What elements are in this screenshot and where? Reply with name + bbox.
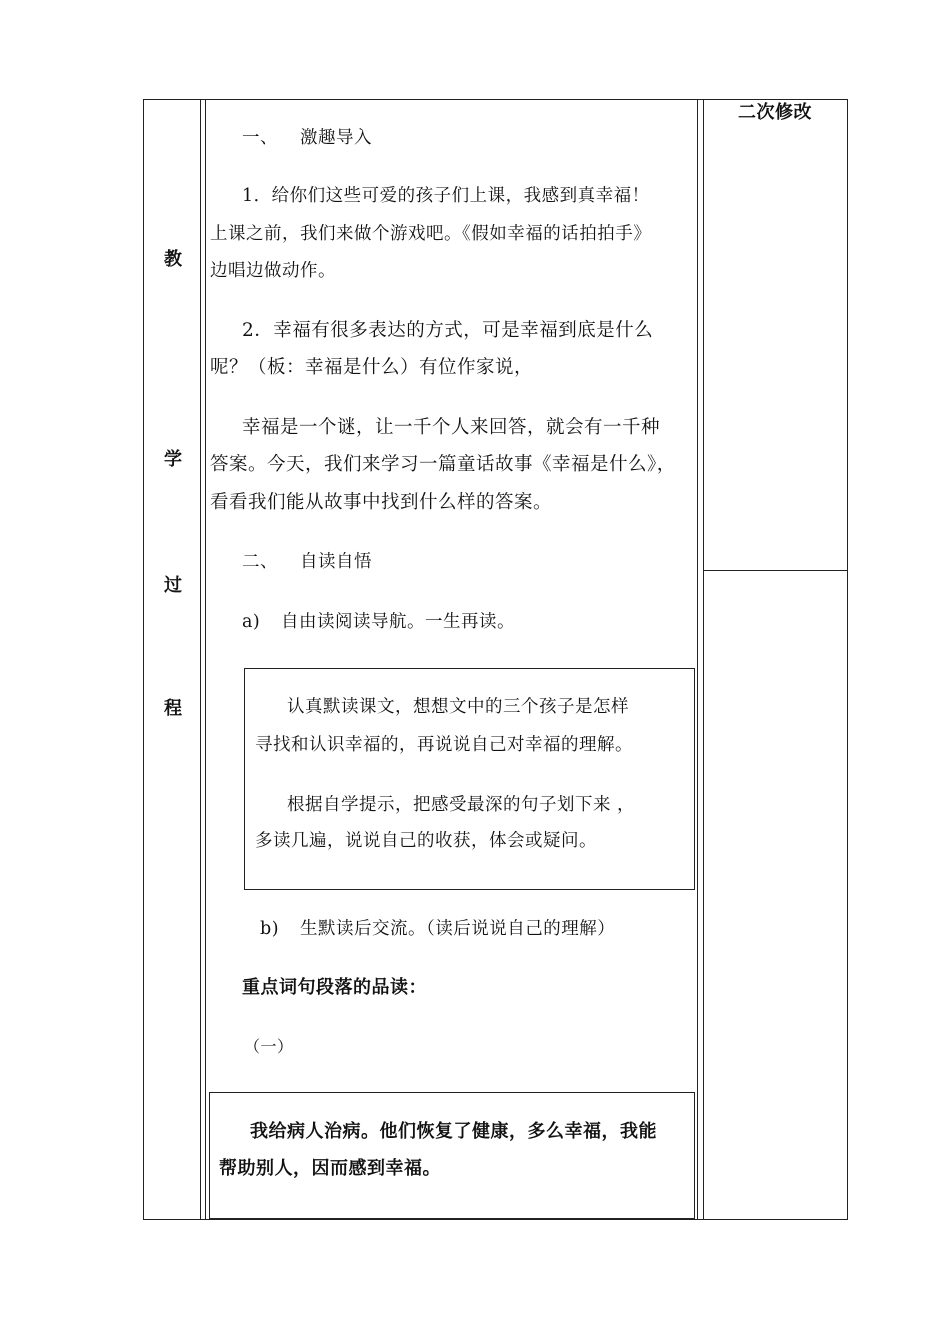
side-label-char: 程 xyxy=(164,698,182,719)
side-label-char: 教 xyxy=(164,249,182,270)
table-left-border xyxy=(143,99,144,1220)
side-label-char: 学 xyxy=(164,449,182,470)
paragraph-line: 边唱边做动作。 xyxy=(210,261,336,281)
quote-box xyxy=(209,1092,695,1219)
section-two-title: 自读自悟 xyxy=(300,552,372,572)
list-item-text: 生默读后交流。（读后说说自己的理解） xyxy=(300,919,616,939)
table-bottom-border xyxy=(143,1219,848,1220)
box-line: 根据自学提示，把感受最深的句子划下来 ， xyxy=(287,795,636,815)
section-one-title: 激趣导入 xyxy=(300,128,372,148)
revision-column-left-border xyxy=(703,99,704,1220)
label-column-divider xyxy=(200,99,201,1220)
box-line: 寻找和认识幸福的，再说说自己对幸福的理解。 xyxy=(255,735,633,755)
box-line: 多读几遍，说说自己的收获，体会或疑问。 xyxy=(255,831,597,851)
paragraph-line: 看看我们能从故事中找到什么样的答案。 xyxy=(210,492,553,513)
paragraph-line: 呢？（板：幸福是什么）有位作家说， xyxy=(210,357,534,378)
key-sentences-heading: 重点词句段落的品读： xyxy=(242,977,427,998)
table-right-border xyxy=(847,99,848,1220)
list-item-marker: b) xyxy=(260,919,280,939)
section-two-number: 二、 xyxy=(242,552,278,572)
content-column-left-inner-border xyxy=(205,99,206,1220)
subsection-marker: （一） xyxy=(244,1037,294,1056)
box-line: 认真默读课文，想想文中的三个孩子是怎样 xyxy=(287,697,629,717)
quote-line: 帮助别人，因而感到幸福。 xyxy=(219,1158,441,1179)
list-item-marker: a) xyxy=(242,612,261,632)
paragraph-line: 幸福是一个谜，让一千个人来回答，就会有一千种 xyxy=(242,417,661,438)
quote-line: 我给病人治病。他们恢复了健康，多么幸福，我能 xyxy=(250,1121,657,1142)
paragraph-line: 答案。今天，我们来学习一篇童话故事《幸福是什么》， xyxy=(210,454,676,475)
side-label-char: 过 xyxy=(164,575,182,596)
paragraph-line: 2．幸福有很多表达的方式，可是幸福到底是什么 xyxy=(242,320,654,341)
content-column-right-border xyxy=(697,99,698,1220)
paragraph-line: 1．给你们这些可爱的孩子们上课，我感到真幸福！ xyxy=(242,186,650,206)
list-item-text: 自由读阅读导航。一生再读。 xyxy=(281,612,515,632)
paragraph-line: 上课之前，我们来做个游戏吧。《假如幸福的话拍拍手》 xyxy=(210,224,652,244)
section-one-number: 一、 xyxy=(242,128,278,148)
table-top-border xyxy=(143,99,848,100)
revision-column-row-divider xyxy=(703,570,848,571)
revision-header: 二次修改 xyxy=(738,102,812,123)
